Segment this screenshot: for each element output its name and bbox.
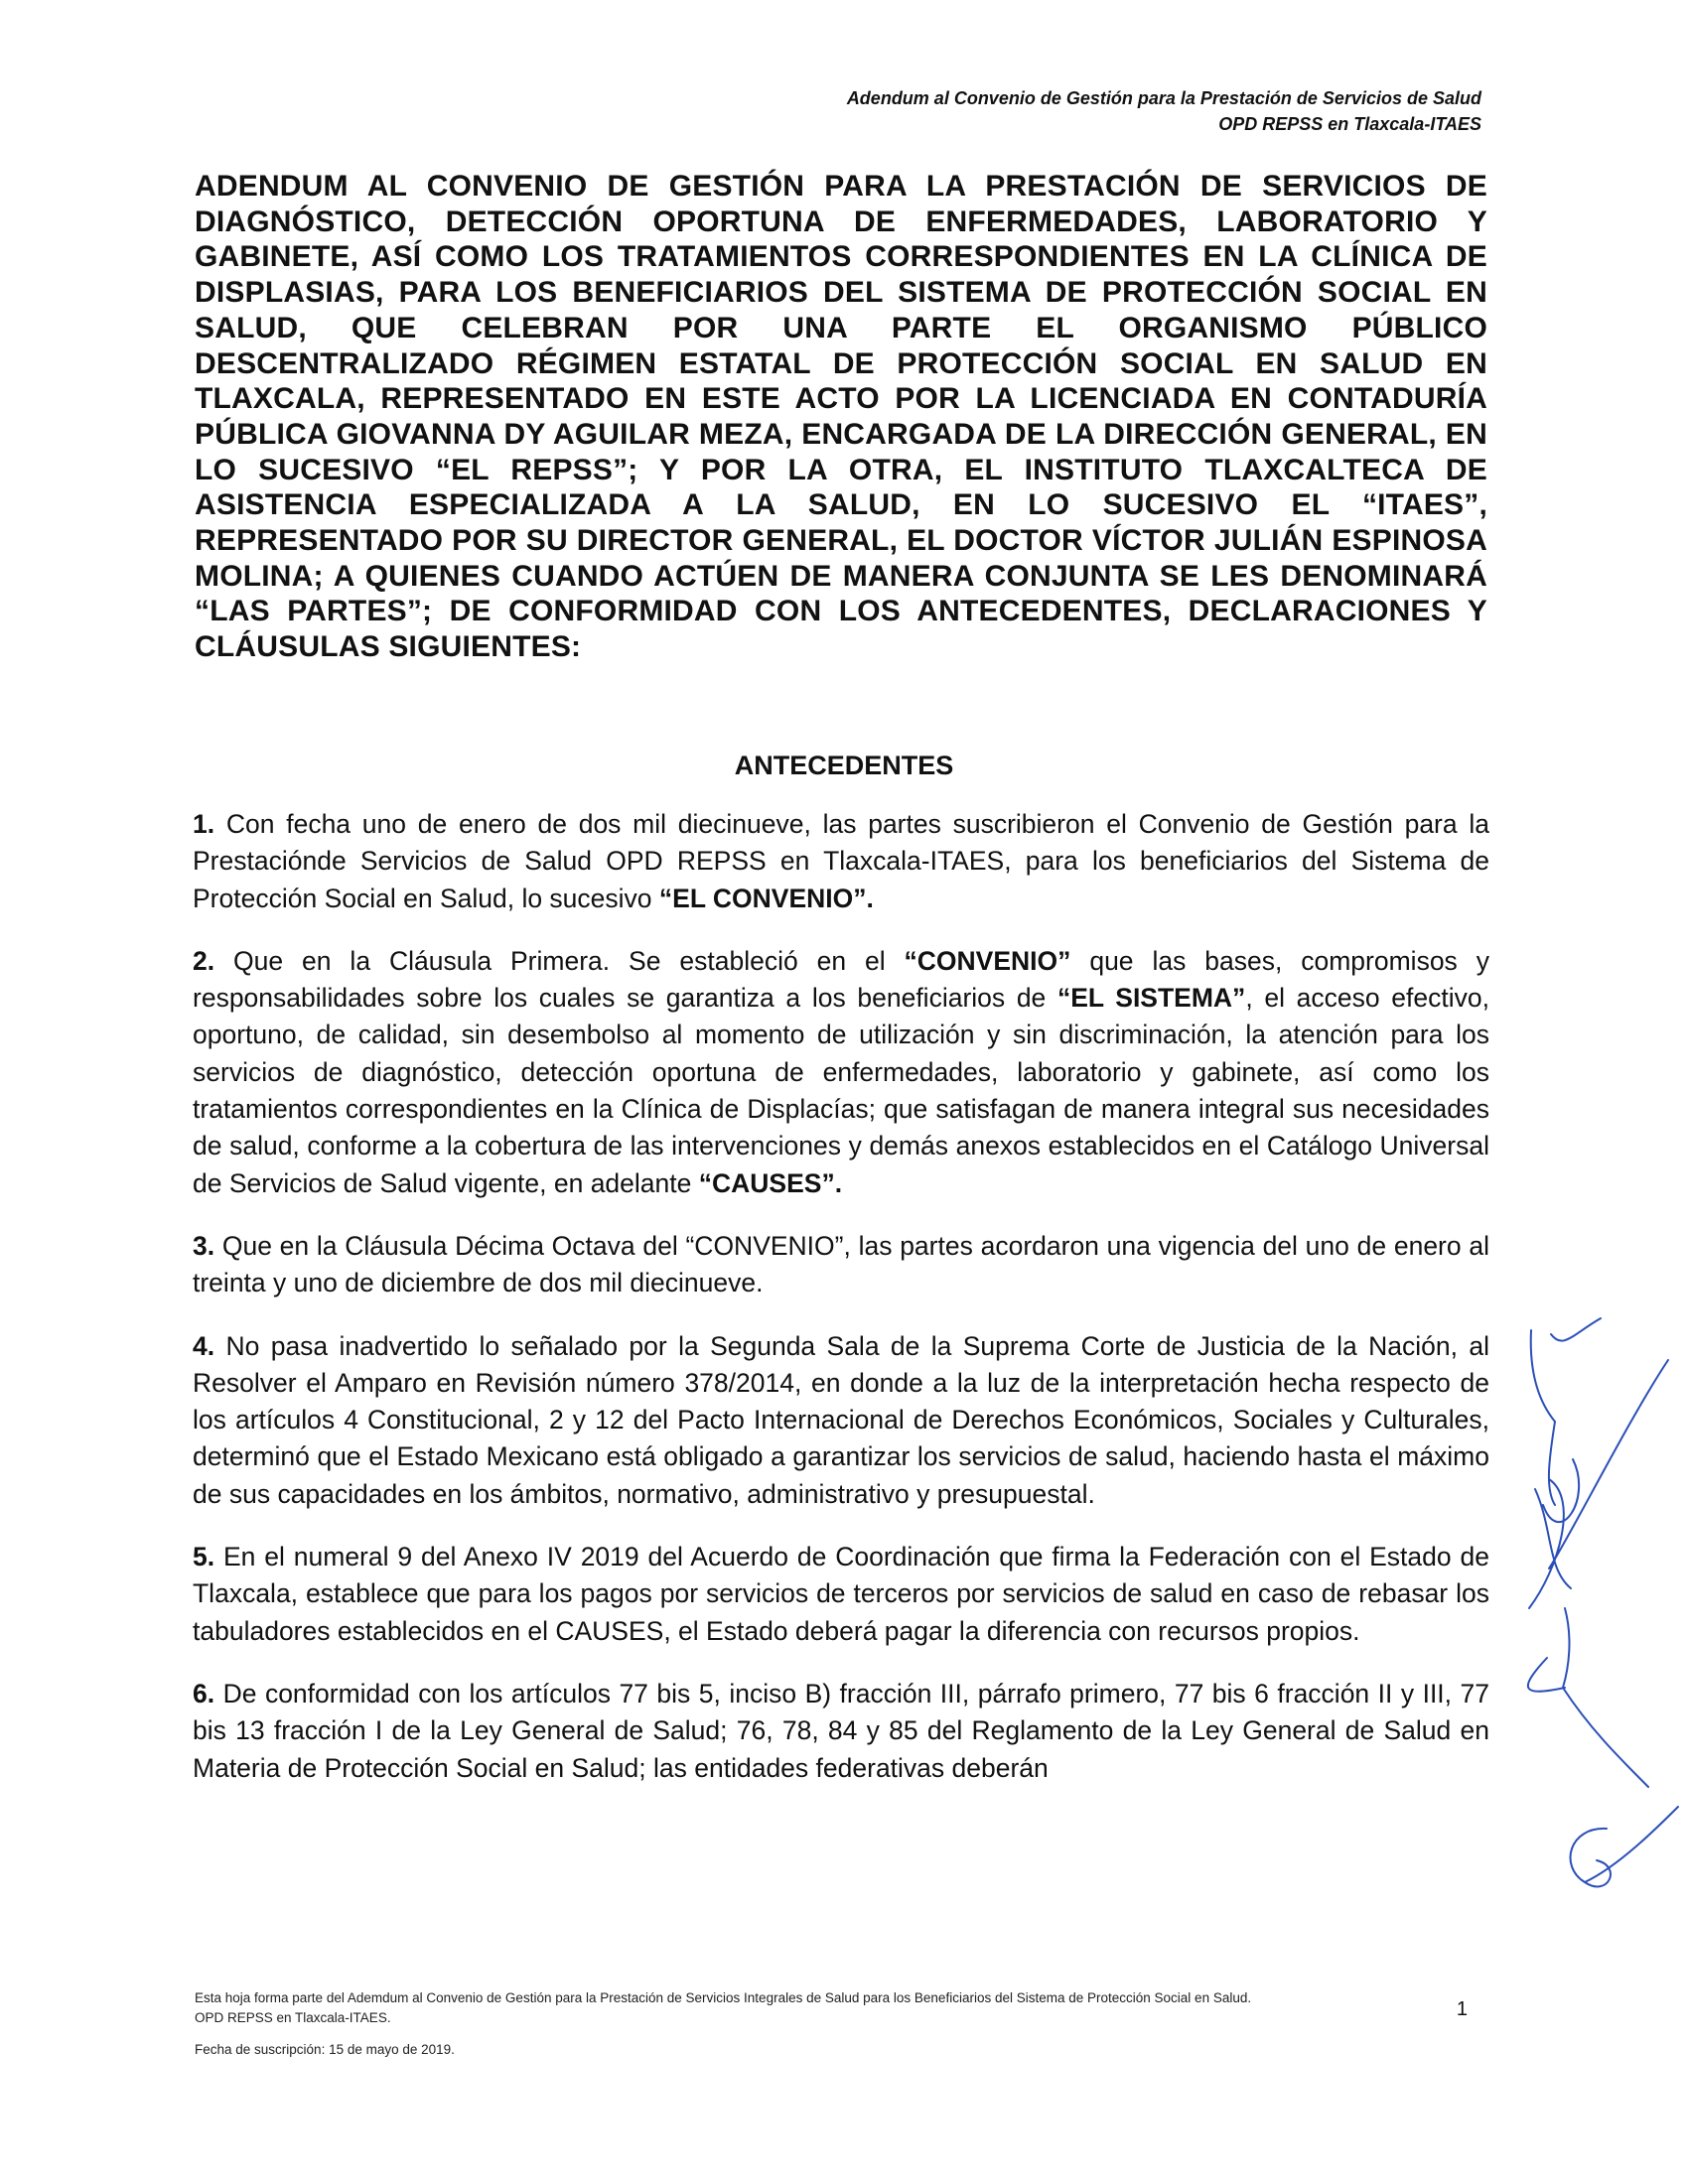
section-heading-antecedentes: ANTECEDENTES — [734, 751, 954, 780]
paragraph-text: que las bases, compromisos y responsabilidades sobre los cuales se garantiza a los beneficiarios de — [193, 945, 1489, 1014]
initial-signature-4-icon — [1571, 1807, 1678, 1886]
paragraph-number: 6. — [193, 1678, 215, 1708]
page-footer — [195, 1988, 1491, 2060]
paragraph-text: Con fecha uno de enero de dos mil diecinueve, las partes suscribieron el Convenio de Gestión para la Prestaciónde Servicios de Salud OPD REPSS en Tlaxcala-ITAES, para los beneficiarios del Sistema de Protección Social en Salud, lo sucesivo — [193, 809, 1489, 913]
paragraph-1 — [193, 806, 1489, 917]
paragraph-number: 3. — [193, 1230, 215, 1261]
defined-term: “CONVENIO” — [904, 945, 1071, 976]
paragraph-number: 1. — [193, 809, 215, 839]
paragraph-5 — [193, 1539, 1489, 1650]
paragraph-text: De conformidad con los artículos 77 bis 5, inciso B) fracción III, párrafo primero, 77 bis 6 fracción II y III, 77 bis 13 fracción I de la Ley General de Salud; 76, 78, 84 y 85 del Reglamento de la Ley General de Salud en Materia de Protección Social en Salud; las entidades federativas deberán — [193, 1678, 1489, 1783]
paragraph-number: 5. — [193, 1542, 215, 1572]
paragraph-text: Que en la Cláusula Primera. Se estableció en el — [233, 945, 886, 976]
paragraph-number: 4. — [193, 1330, 215, 1361]
header-line-2: OPD REPSS en Tlaxcala-ITAES — [1218, 114, 1481, 134]
footer-note-line-1: Esta hoja forma parte del Ademdum al Convenio de Gestión para la Prestación de Servicios Integrales de Salud para los Beneficiarios del Sistema de Protección Social en Salud. — [195, 1990, 1252, 2005]
defined-term: “EL CONVENIO”. — [658, 883, 874, 913]
paragraph-2 — [193, 943, 1489, 1202]
paragraph-text: , el acceso efectivo, oportuno, de calidad, sin desembolso al momento de utilización y sin discriminación, la atención para los servicios de diagnóstico, detección oportuna de enfermedades, laboratorio y gabinete, así como los tratamientos correspondientes en la Clínica de Displacías; que satisfagan de manera integral sus necesidades de salud, conforme a la cobertura de las intervenciones y demás anexos establecidos en el Catálogo Universal de Servicios de Salud vigente, en adelante — [193, 983, 1489, 1198]
header-line-1: Adendum al Convenio de Gestión para la Prestación de Servicios de Salud — [846, 88, 1481, 108]
paragraph-text: En el numeral 9 del Anexo IV 2019 del Acuerdo de Coordinación que firma la Federación con el Estado de Tlaxcala, establece que para los pagos por servicios de terceros por servicios de salud en caso de rebasar los tabuladores establecidos en el CAUSES, el Estado deberá pagar la diferencia con recursos propios. — [193, 1542, 1489, 1646]
paragraph-number: 2. — [193, 945, 215, 976]
margin-signatures-icon — [1489, 1310, 1688, 1906]
paragraph-3 — [193, 1228, 1489, 1302]
initial-signature-1-icon — [1531, 1318, 1601, 1505]
defined-term: “CAUSES”. — [698, 1167, 843, 1198]
defined-term: “EL SISTEMA” — [1056, 983, 1246, 1014]
paragraph-4 — [193, 1328, 1489, 1513]
paragraph-text: No pasa inadvertido lo señalado por la Segunda Sala de la Suprema Corte de Justicia de la Nación, al Resolver el Amparo en Revisión número 378/2014, en donde a la luz de la interpretación hecha respecto de los artículos 4 Constitucional, 2 y 12 del Pacto Internacional de Derechos Económicos, Sociales y Culturales, determinó que el Estado Mexicano está obligado a garantizar los servicios de salud, haciendo hasta el máximo de sus capacidades en los ámbitos, normativo, administrativo y presupuestal. — [193, 1330, 1489, 1509]
paragraph-text: Que en la Cláusula Décima Octava del “CONVENIO”, las partes acordaron una vigencia del uno de enero al treinta y uno de diciembre de dos mil diecinueve. — [193, 1230, 1489, 1298]
footer-note-line-2: OPD REPSS en Tlaxcala-ITAES. — [195, 2010, 391, 2025]
footer-signing-date: Fecha de suscripción: 15 de mayo de 2019. — [195, 2042, 455, 2057]
antecedentes-body — [193, 806, 1489, 1813]
paragraph-6 — [193, 1676, 1489, 1787]
document-title: ADENDUM AL CONVENIO DE GESTIÓN PARA LA PRESTACIÓN DE SERVICIOS DE DIAGNÓSTICO, DETECCIÓN OPORTUNA DE ENFERMEDADES, LABORATORIO Y GABINETE, ASÍ COMO LOS TRATAMIENTOS CORRESPONDIENTES EN LA CLÍNICA DE DISPLASIAS, PARA LOS BENEFICIARIOS DEL SISTEMA DE PROTECCIÓN SOCIAL EN SALUD, QUE CELEBRAN POR UNA PARTE EL ORGANISMO PÚBLICO DESCENTRALIZADO RÉGIMEN ESTATAL DE PROTECCIÓN SOCIAL EN SALUD EN TLAXCALA, REPRESENTADO EN ESTE ACTO POR LA LICENCIADA EN CONTADURÍA PÚBLICA GIOVANNA DY AGUILAR MEZA, ENCARGADA DE LA DIRECCIÓN GENERAL, EN LO SUCESIVO “EL REPSS”; Y POR LA OTRA, EL INSTITUTO TLAXCALTECA DE ASISTENCIA ESPECIALIZADA A LA SALUD, EN LO SUCESIVO EL “ITAES”, REPRESENTADO POR SU DIRECTOR GENERAL, EL DOCTOR VÍCTOR JULIÁN ESPINOSA MOLINA; A QUIENES CUANDO ACTÚEN DE MANERA CONJUNTA SE LES DENOMINARÁ “LAS PARTES”; DE CONFORMIDAD CON LOS ANTECEDENTES, DECLARACIONES Y CLÁUSULAS SIGUIENTES: — [195, 170, 1487, 664]
page-number: 1 — [1456, 1998, 1468, 2020]
initial-signature-3-icon — [1528, 1608, 1648, 1787]
running-header — [847, 85, 1481, 137]
